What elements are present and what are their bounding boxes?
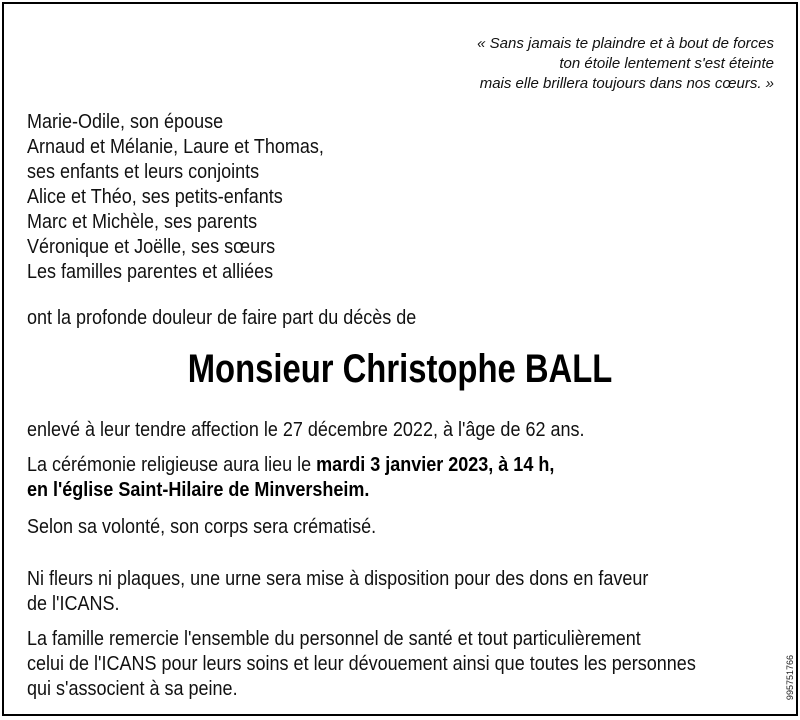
ceremony-paragraph xyxy=(27,453,554,503)
donation-paragraph xyxy=(27,567,648,617)
family-line: Marie-Odile, son épouse xyxy=(27,111,224,133)
ceremony-date: mardi 3 janvier 2023, à 14 h, xyxy=(316,454,555,476)
passing-paragraph xyxy=(27,418,585,443)
family-line: Arnaud et Mélanie, Laure et Thomas, xyxy=(27,136,324,158)
family-list xyxy=(27,110,324,285)
family-line: Véronique et Joëlle, ses sœurs xyxy=(27,236,276,258)
thanks-line: La famille remercie l'ensemble du personnel de santé et tout particulièrement xyxy=(27,628,641,650)
quote-line: mais elle brillera toujours dans nos cœurs. » xyxy=(479,75,774,92)
ceremony-intro: La cérémonie religieuse aura lieu le xyxy=(27,454,317,476)
quote-line: « Sans jamais te plaindre et à bout de forces xyxy=(477,35,774,52)
family-line: Alice et Théo, ses petits-enfants xyxy=(27,186,283,208)
family-line: Marc et Michèle, ses parents xyxy=(27,211,258,233)
cremation-paragraph xyxy=(27,515,376,540)
cremation-text: Selon sa volonté, son corps sera crématisé. xyxy=(27,516,377,538)
thanks-paragraph xyxy=(27,627,696,702)
donation-line: Ni fleurs ni plaques, une urne sera mise à disposition pour des dons en faveur xyxy=(27,568,649,590)
thanks-line: celui de l'ICANS pour leurs soins et leur dévouement ainsi que toutes les personnes xyxy=(27,653,696,675)
family-line: Les familles parentes et alliées xyxy=(27,261,274,283)
deceased-name: Monsieur Christophe BALL xyxy=(187,347,613,391)
announcement-line: ont la profonde douleur de faire part du décès de xyxy=(27,307,417,329)
reference-number: 995751766 xyxy=(785,654,795,700)
ceremony-place-line xyxy=(27,478,554,503)
family-line: ses enfants et leurs conjoints xyxy=(27,161,260,183)
obituary-notice xyxy=(2,2,798,716)
ceremony-place: en l'église Saint-Hilaire de Minversheim. xyxy=(27,479,370,501)
donation-line: de l'ICANS. xyxy=(27,593,120,615)
epigraph-quote xyxy=(477,34,774,94)
quote-line: ton étoile lentement s'est éteinte xyxy=(559,55,774,72)
ceremony-line xyxy=(27,453,554,478)
thanks-line: qui s'associent à sa peine. xyxy=(27,678,238,700)
passing-text: enlevé à leur tendre affection le 27 décembre 2022, à l'âge de 62 ans. xyxy=(27,419,585,441)
